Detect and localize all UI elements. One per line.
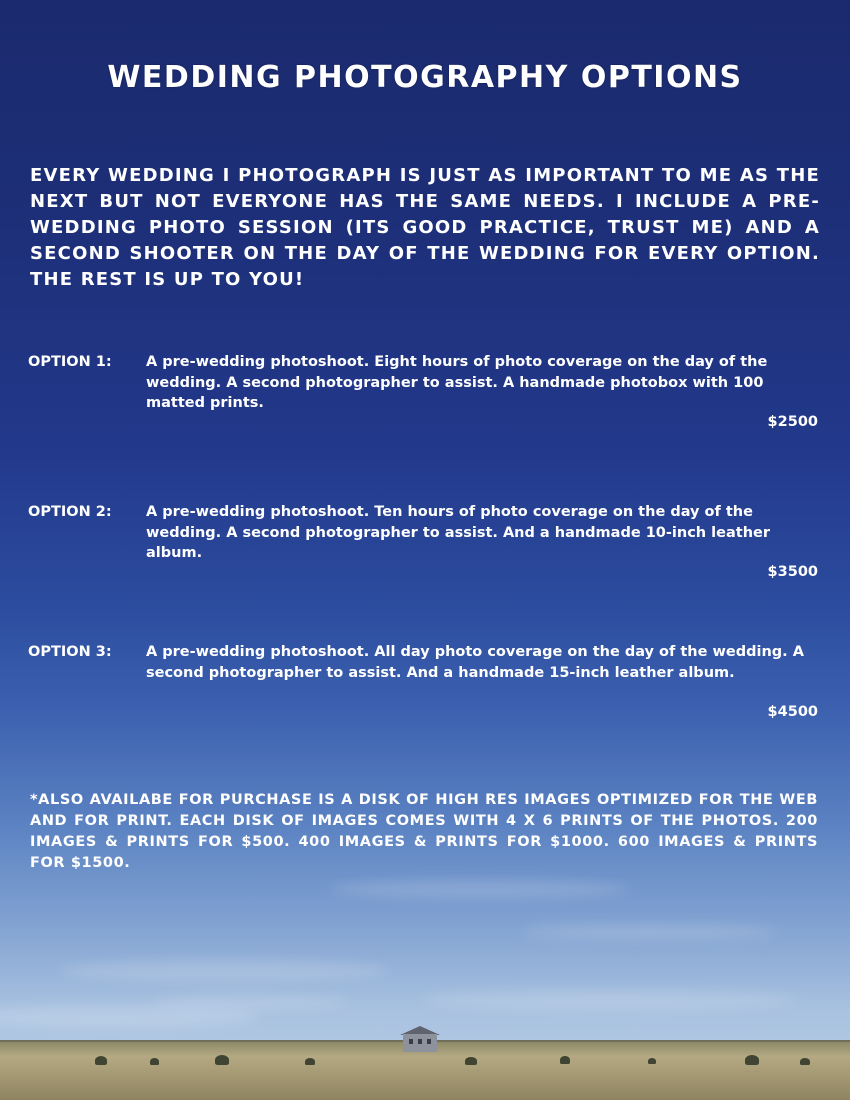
option-price: $2500 (767, 414, 818, 430)
option-description: A pre-wedding photoshoot. All day photo coverage on the day of the wedding. A second photographer to assist. And a handmade 15-inch leather album. (146, 644, 804, 681)
option-label: OPTION 3: (28, 644, 112, 660)
option-label: OPTION 2: (28, 504, 112, 520)
option-price: $4500 (767, 704, 818, 720)
page-title: WEDDING PHOTOGRAPHY OPTIONS (107, 60, 743, 95)
option-label: OPTION 1: (28, 354, 112, 370)
intro-paragraph: EVERY WEDDING I PHOTOGRAPH IS JUST AS IMPORTANT TO ME AS THE NEXT BUT NOT EVERYONE HAS THE SAME NEEDS. I INCLUDE A PRE-WEDDING PHOTO SESSION (ITS GOOD PRACTICE, TRUST ME) AND A SECOND SHOOTER ON THE DAY OF THE WEDDING FOR EVERY OPTION. THE REST IS UP TO YOU! (30, 165, 820, 290)
option-description: A pre-wedding photoshoot. Eight hours of photo coverage on the day of the wedding. A second photographer to assist. A handmade photobox with 100 matted prints. (146, 354, 768, 411)
option-price: $3500 (767, 564, 818, 580)
footnote: *ALSO AVAILABE FOR PURCHASE IS A DISK OF HIGH RES IMAGES OPTIMIZED FOR THE WEB AND FOR PRINT. EACH DISK OF IMAGES COMES WITH 4 X 6 PRINTS OF THE PHOTOS. 200 IMAGES & PRINTS FOR $500. 400 IMAGES & PRINTS FOR $1000. 600 IMAGES & PRINTS FOR $1500. (30, 792, 818, 871)
farmhouse-icon (400, 1026, 440, 1052)
option-description: A pre-wedding photoshoot. Ten hours of photo coverage on the day of the wedding. A second photographer to assist. And a handmade 10-inch leather album. (146, 504, 770, 561)
